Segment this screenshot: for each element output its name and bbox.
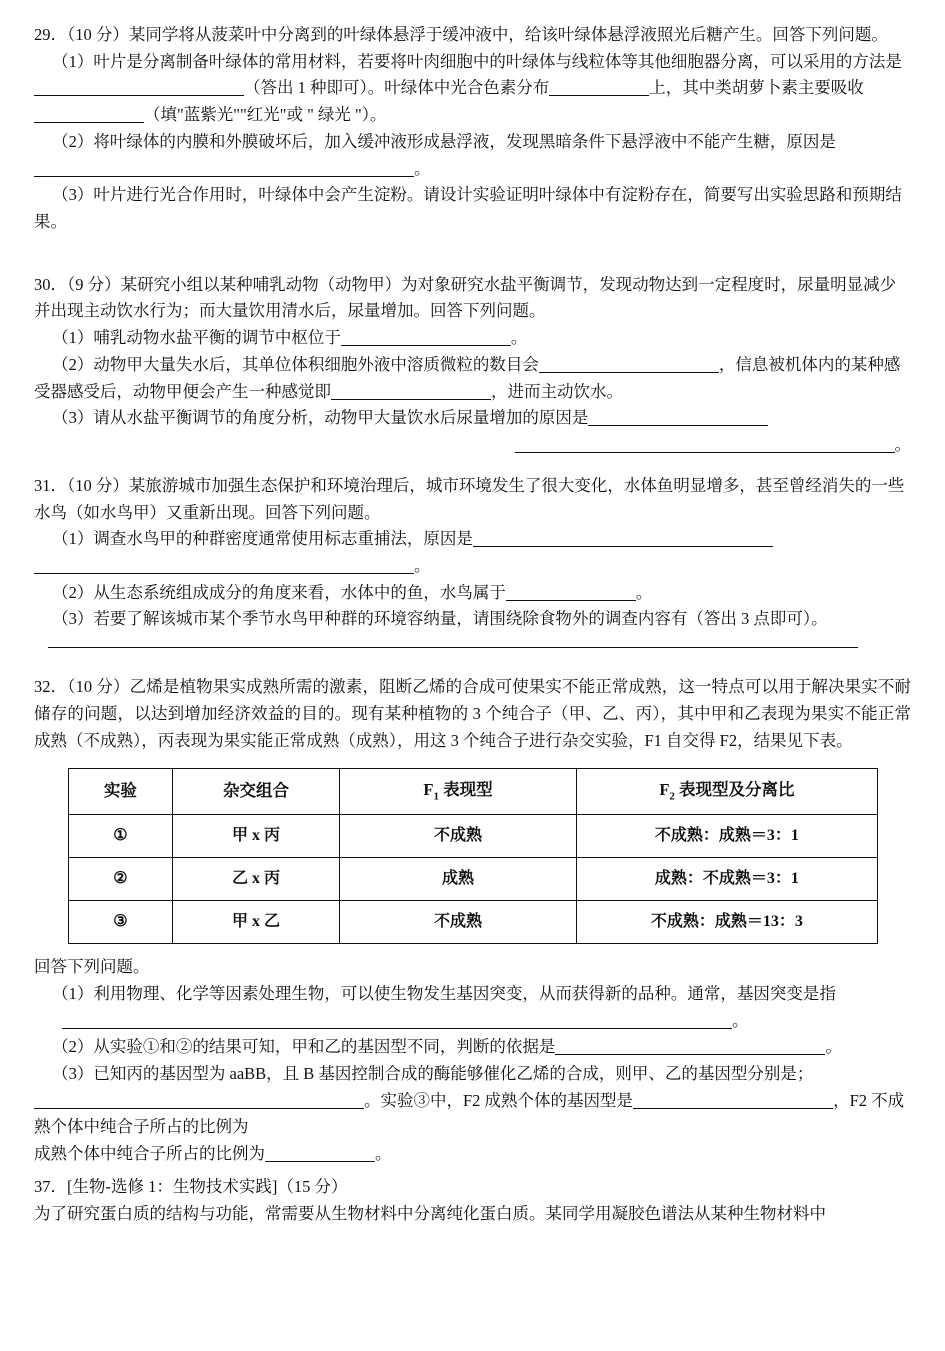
item-label: （3）: [52, 609, 94, 629]
answer-blank[interactable]: [331, 399, 491, 400]
table-header-exp: 实验: [68, 769, 173, 815]
table-header-cross: 杂交组合: [173, 769, 339, 815]
question-30-dot: ．: [50, 274, 67, 294]
item-label: （2）: [52, 1037, 94, 1057]
answer-blank[interactable]: [539, 372, 719, 373]
item-label: （2）: [52, 131, 94, 151]
item-text: 。: [825, 1037, 842, 1057]
question-29-item-1: [34, 49, 911, 129]
question-29-text: 某同学将从菠菜叶中分离到的叶绿体悬浮于缓冲液中，给该叶绿体悬浮液照光后糖产生。回答下列问题。: [128, 25, 888, 44]
question-29-number: 29: [34, 25, 51, 44]
item-label: （3）: [52, 1063, 94, 1083]
table-header-row: [68, 769, 877, 815]
answer-blank[interactable]: [506, 600, 636, 601]
table-header-f1: [339, 769, 577, 815]
question-37-title-text: ．[生物-选修 1：生物技术实践]（15 分）: [50, 1176, 348, 1196]
question-29-item-2: [34, 129, 911, 182]
item-label: （2）: [52, 354, 94, 374]
item-text: 已知丙的基因型为 aaBB，且 B 基因控制合成的酶能够催化乙烯的合成，则甲、乙的基因型分别是；: [93, 1063, 814, 1083]
answer-blank[interactable]: [341, 345, 511, 346]
question-37: [34, 1174, 911, 1227]
answer-blank[interactable]: [588, 425, 768, 426]
question-31-stem: [34, 473, 911, 526]
question-31-number: 31: [34, 475, 51, 495]
item-text: 叶片进行光合作用时，叶绿体中会产生淀粉。请设计实验证明叶绿体中有淀粉存在，简要写出实验思路和预期结果。: [34, 185, 902, 232]
cell-exp: ①: [68, 815, 173, 858]
cell-f1: 成熟: [339, 858, 577, 901]
spacer: [34, 656, 911, 674]
cell-f1: 不成熟: [339, 901, 577, 944]
question-31-score: （10 分）: [67, 475, 129, 495]
item-text: 哺乳动物水盐平衡的调节中枢位于: [93, 328, 341, 348]
question-29-stem: [34, 22, 911, 49]
answer-blank[interactable]: [633, 1108, 833, 1109]
question-30-item-1: [34, 325, 911, 352]
question-32-item-3-tail2: [34, 1141, 911, 1168]
answer-blank[interactable]: [515, 452, 895, 453]
cell-f1: 不成熟: [339, 815, 577, 858]
item-label: （2）: [52, 582, 94, 602]
question-32-number: 32: [34, 677, 51, 697]
question-30-stem: [34, 272, 911, 325]
question-29: [34, 22, 911, 236]
question-30: [34, 272, 911, 459]
question-30-score: （9 分）: [67, 274, 121, 294]
question-32-item-2: [34, 1034, 911, 1061]
question-29-score: （10 分）: [67, 25, 129, 44]
table-header-f2: [577, 769, 877, 815]
answer-blank[interactable]: [549, 95, 649, 96]
item-text: 。: [732, 1010, 749, 1030]
item-text: 若要了解该城市某个季节水鸟甲种群的环境容纳量，请围绕除食物外的调查内容有（答出 3 点即可）。: [93, 609, 828, 629]
item-text: （填"蓝紫光""红光"或 " 绿光 "）。: [144, 105, 387, 125]
answer-blank[interactable]: [555, 1054, 825, 1055]
f1-sub: 1: [433, 790, 439, 803]
question-29-dot: ．: [50, 25, 67, 44]
question-37-body: 为了研究蛋白质的结构与功能，常需要从生物材料中分离纯化蛋白质。某同学用凝胶色谱法从某种生物材料中: [34, 1203, 826, 1223]
f1-suffix: 表现型: [439, 780, 493, 800]
item-label: （1）: [52, 983, 94, 1003]
item-text: 。: [894, 435, 911, 455]
f2-suffix: 表现型及分离比: [674, 780, 795, 800]
item-text: 请从水盐平衡调节的角度分析，动物甲大量饮水后尿量增加的原因是: [93, 408, 589, 428]
question-31-text: 某旅游城市加强生态保护和环境治理后，城市环境发生了很大变化，水体鱼明显增多，甚至曾经消失的一些水鸟（如水鸟甲）又重新出现。回答下列问题。: [34, 475, 905, 522]
answer-blank[interactable]: [34, 122, 144, 123]
item-text: 从实验①和②的结果可知，甲和乙的基因型不同，判断的依据是: [93, 1037, 556, 1057]
question-31-item-2: [34, 580, 911, 607]
item-text: 调查水鸟甲的种群密度通常使用标志重捕法，原因是: [93, 529, 473, 549]
question-31-dot: ．: [50, 475, 67, 495]
item-label: （1）: [52, 328, 94, 348]
question-30-number: 30: [34, 274, 51, 294]
cell-exp: ③: [68, 901, 173, 944]
item-text: 上，其中类胡萝卜素主要吸收: [649, 78, 864, 98]
question-32-item-3-tail: [34, 1088, 911, 1141]
question-32-dot: ．: [50, 677, 68, 697]
cell-f2: 成熟：不成熟＝3：1: [577, 858, 877, 901]
question-32-after-table: 回答下列问题。: [34, 957, 150, 977]
spacer: [34, 465, 911, 473]
cell-f2: 不成熟：成熟＝13：3: [577, 901, 877, 944]
item-text: 叶片是分离制备叶绿体的常用材料，若要将叶肉细胞中的叶绿体与线粒体等其他细胞器分离，可以采用的方法是: [93, 51, 902, 71]
item-text: ，F2 不成熟个体中纯合子所占的比例为: [34, 1090, 905, 1137]
question-32: [34, 674, 911, 1168]
answer-blank[interactable]: [62, 1028, 732, 1029]
answer-blank[interactable]: [34, 573, 414, 574]
table-row: [68, 815, 877, 858]
question-31-item-1: [34, 526, 911, 553]
item-label: （1）: [52, 529, 94, 549]
question-32-item-1: [34, 981, 911, 1008]
item-text: 。: [375, 1144, 392, 1164]
question-31-item-3: [34, 606, 911, 633]
cell-cross: 甲 x 乙: [173, 901, 339, 944]
item-label: （3）: [52, 408, 94, 428]
answer-blank[interactable]: [34, 95, 244, 96]
item-text: 。: [414, 555, 431, 575]
answer-blank[interactable]: [265, 1161, 375, 1162]
item-text: （答出 1 种即可）。叶绿体中光合色素分布: [244, 78, 550, 98]
question-31: [34, 473, 911, 648]
spacer: [34, 242, 911, 272]
table-row: [68, 901, 877, 944]
experiment-table: [68, 768, 878, 944]
question-37-title: [34, 1174, 911, 1201]
question-31-item-1-tail: [34, 553, 911, 580]
question-32-score: （10 分）: [67, 677, 130, 697]
question-32-item-1-tail: [34, 1008, 911, 1035]
item-text: ，进而主动饮水。: [491, 381, 623, 401]
item-text: 利用物理、化学等因素处理生物，可以使生物发生基因突变，从而获得新的品种。通常，基因突变是指: [93, 983, 836, 1003]
item-label: （3）: [52, 185, 94, 205]
item-text: 将叶绿体的内膜和外膜破坏后，加入缓冲液形成悬浮液，发现黑暗条件下悬浮液中不能产生糖，原因是: [93, 131, 836, 151]
question-37-number: 37: [34, 1176, 51, 1196]
item-text: 。: [510, 328, 528, 348]
question-30-text: 某研究小组以某种哺乳动物（动物甲）为对象研究水盐平衡调节，发现动物达到一定程度时，尿量明显减少并出现主动饮水行为；而大量饮用清水后，尿量增加。回答下列问题。: [34, 274, 897, 321]
question-32-stem: [34, 674, 911, 754]
question-30-item-2: [34, 352, 911, 405]
f1-prefix: F: [423, 780, 434, 800]
item-text: 。: [414, 158, 431, 178]
f2-sub: 2: [669, 790, 675, 803]
cell-exp: ②: [68, 858, 173, 901]
answer-blank[interactable]: [473, 546, 773, 547]
question-32-item-3: [34, 1061, 911, 1088]
item-label: （1）: [52, 51, 94, 71]
answer-rule[interactable]: [48, 647, 858, 648]
cell-f2: 不成熟：成熟＝3：1: [577, 815, 877, 858]
question-30-item-3: [34, 405, 911, 432]
table-row: [68, 858, 877, 901]
answer-blank[interactable]: [34, 176, 414, 177]
f2-prefix: F: [659, 780, 670, 800]
item-text: 。: [635, 582, 653, 602]
question-29-item-3: [34, 182, 911, 235]
answer-blank[interactable]: [34, 1108, 364, 1109]
item-text: 成熟个体中纯合子所占的比例为: [34, 1144, 265, 1164]
item-text: ，信息被机体内的某种感受器感受后，动物甲便会产生一种感觉即: [34, 354, 901, 401]
cell-cross: 乙 x 丙: [173, 858, 339, 901]
item-text: 。实验③中，F2 成熟个体的基因型是: [364, 1090, 634, 1110]
cell-cross: 甲 x 丙: [173, 815, 339, 858]
item-text: 从生态系统组成成分的角度来看，水体中的鱼，水鸟属于: [93, 582, 506, 602]
item-text: 动物甲大量失水后，其单位体积细胞外液中溶质微粒的数目会: [93, 354, 539, 374]
question-32-text: 乙烯是植物果实成熟所需的激素，阻断乙烯的合成可使果实不能正常成熟，这一特点可以用于解决果实不耐储存的问题，以达到增加经济效益的目的。现有某种植物的 3 个纯合子（甲、乙、丙），其中甲和乙表现为果实不能正常成熟（不成熟），丙表现为果实能正常成熟（成熟），用这 3 个纯合子进行杂交实验，F1 自交得 F2，结果见下表。: [34, 677, 912, 750]
question-30-item-3-tail: [34, 432, 911, 459]
